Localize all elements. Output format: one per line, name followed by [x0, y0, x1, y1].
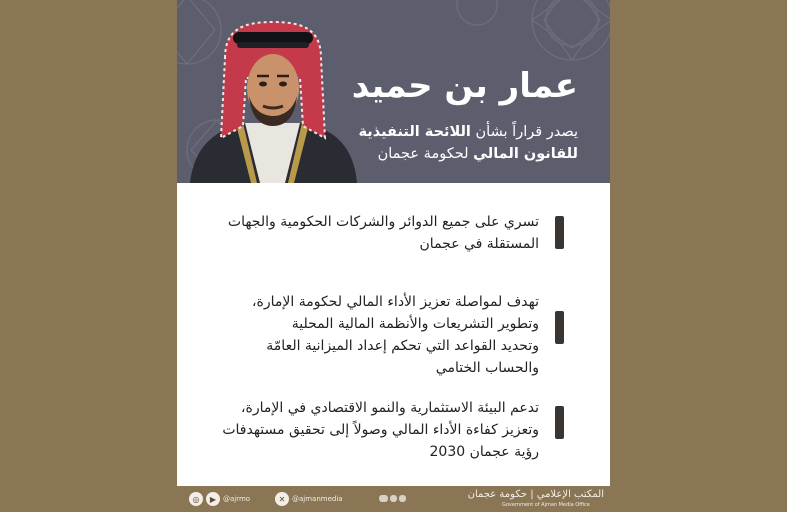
- footer-bar: [177, 486, 610, 512]
- bullet-marker: [555, 216, 564, 249]
- subtitle-line-2: [378, 146, 578, 162]
- list-item-line: رؤية عجمان 2030: [429, 444, 539, 460]
- pagination-dots: [379, 495, 406, 502]
- list-item: [252, 291, 539, 379]
- bullet-marker: [555, 406, 564, 439]
- list-item-line: والحساب الختامي: [435, 360, 539, 376]
- subtitle-line-1: [359, 124, 578, 140]
- list-item: [222, 397, 539, 463]
- handle-text: @ajmanmedia: [292, 495, 343, 503]
- pagination-dot: [399, 495, 406, 502]
- pagination-dot: [390, 495, 397, 502]
- subtitle-bold-2: للقانون المالي: [473, 146, 578, 162]
- news-card: [177, 0, 610, 512]
- subtitle-bold: اللائحة التنفيذية: [358, 124, 471, 140]
- list-item: [228, 211, 539, 255]
- instagram-icon[interactable]: ◎: [189, 492, 203, 506]
- list-item-line: وتطوير التشريعات والأنظمة المالية المحلية: [291, 316, 539, 332]
- pagination-dot: [379, 495, 388, 502]
- page-title: عمار بن حميد: [351, 66, 578, 106]
- logo-text-english: Government of Ajman Media Office: [502, 502, 590, 508]
- header-banner: [177, 0, 610, 183]
- youtube-icon[interactable]: ▶: [206, 492, 220, 506]
- logo-text-arabic: المكتب الإعلامي | حكومة عجمان: [467, 489, 604, 500]
- subtitle-suffix: لحكومة عجمان: [377, 146, 474, 162]
- portrait-illustration: [185, 18, 360, 183]
- bullet-marker: [555, 311, 564, 344]
- social-handle-right[interactable]: [275, 492, 343, 506]
- list-item-line: وتحديد القواعد التي تحكم إعداد الميزانية العامّة: [266, 338, 539, 354]
- list-item-line: وتعزيز كفاءة الأداء المالي وصولاً إلى تحقيق مستهدفات: [222, 422, 539, 438]
- handle-text: @ajrmo: [223, 495, 251, 503]
- list-item-line: المستقلة في عجمان: [419, 236, 539, 252]
- media-office-logo: [467, 488, 604, 510]
- list-item-line: تهدف لمواصلة تعزيز الأداء المالي لحكومة الإمارة،: [252, 294, 539, 310]
- list-item-line: تدعم البيئة الاستثمارية والنمو الاقتصادي في الإمارة،: [241, 400, 539, 416]
- list-item-line: تسري على جميع الدوائر والشركات الحكومية والجهات: [227, 214, 539, 230]
- social-handle-left[interactable]: [189, 492, 250, 506]
- subtitle-prefix: يصدر قراراً بشأن: [470, 124, 578, 140]
- x-icon[interactable]: ✕: [275, 492, 289, 506]
